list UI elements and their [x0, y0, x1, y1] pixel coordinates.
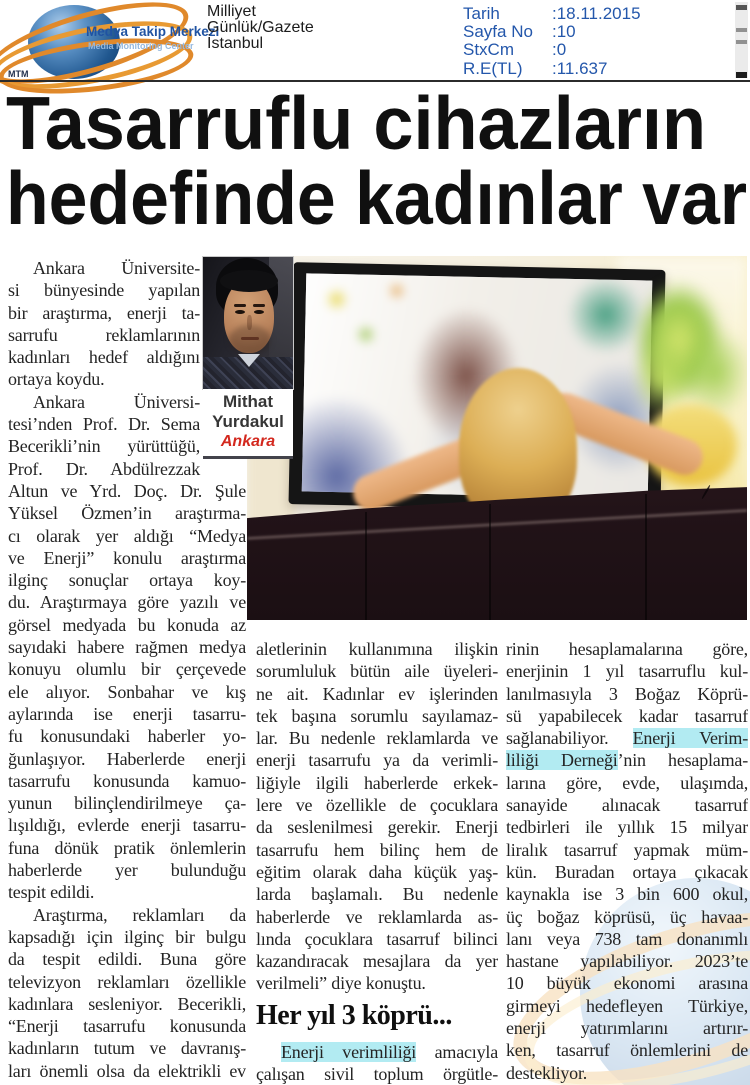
page-thumbnail — [735, 2, 748, 78]
thumb-mark — [736, 5, 747, 10]
source-name: Milliyet — [207, 3, 256, 20]
article-line: lere ve özellikle de çocuklara — [256, 795, 498, 816]
reporter-last-name: Yurdakul — [212, 412, 284, 431]
article-line: yunun bilinçlendirilmeye ça- — [8, 793, 246, 814]
article-line: eğitim olarak daha küçük yaş- — [256, 861, 498, 882]
article-line: da seslenilmesi gerekir. Enerji — [256, 817, 498, 838]
article-line: ele alıyor. Sonbahar ve kış — [8, 681, 246, 702]
article-line: lışıldığı, evlerde enerji tasarru- — [8, 815, 246, 836]
article-line: televizyon reklamları özellikle — [8, 971, 246, 992]
article-column-3 — [506, 638, 748, 1085]
article-line: da tespit edildi. Buna göre — [8, 949, 246, 970]
article-line: 10 büyük ekonomi arasına — [506, 973, 748, 994]
article-line: liğiyle ilgili haberlerde erkek- — [256, 772, 498, 793]
source-info — [207, 4, 314, 51]
headline-line2: hedefinde kadınlar var — [6, 156, 747, 240]
article-line: enerji yatırımlarını artırır- — [506, 1018, 748, 1039]
column-2-text-top — [256, 638, 498, 995]
article-line: enerji tasarrufu ya da verimli- — [256, 750, 498, 771]
article-line: kapsadığı için ilginç bir bulgu — [8, 926, 246, 947]
article-line: enerjinin 1 yıl tasarruflu kul- — [506, 661, 748, 682]
article-line: haberlerde ve reklamlarda as- — [256, 906, 498, 927]
article-line: haberlerde yer bulunduğu — [8, 860, 246, 881]
article-line: Ankara Üniversite- — [33, 258, 200, 278]
highlighted-text: Enerji verimliliği — [281, 1041, 417, 1062]
headline-line1: Tasarruflu cihazların — [6, 86, 706, 165]
article-line: Becerikli’nin yürüttüğü, — [8, 436, 200, 457]
article-line: lanı veya 738 tam donanımlı — [506, 928, 748, 949]
thumb-mark — [736, 28, 747, 32]
article-line: Altun ve Yrd. Doç. Dr. Şule — [8, 480, 246, 501]
highlighted-text: Enerji Verim- — [632, 728, 748, 749]
living-room-photo — [247, 256, 747, 620]
article-line: sarrufu reklamlarının — [8, 324, 200, 345]
article-line: “Enerji tasarrufu konusunda — [8, 1016, 246, 1037]
article-line: ilginç sonuçlar ortaya koy- — [8, 570, 246, 591]
mtm-acronym: MTM — [8, 69, 29, 79]
source-type: Günlük/Gazete — [207, 18, 314, 36]
article-line: Enerji verimliliği amacıyla — [281, 1041, 498, 1062]
article-line: sanayide alınacak tasarruf — [506, 795, 748, 816]
article-line: lanılmasıyla 3 Boğaz Köprü- — [506, 683, 748, 704]
article-line: kazandıracak mesajlara da yer — [256, 951, 498, 972]
article-line: ortaya koydu. — [8, 369, 105, 390]
article-line: girmeyi hedefleyen Türkiye, — [506, 995, 748, 1016]
article-line: lında çocuklara tasarruf bilinci — [256, 928, 498, 949]
article-line: fu konusundaki haberler yo- — [8, 726, 246, 747]
headline — [0, 86, 750, 246]
subheadline: Her yıl 3 köprü... — [256, 999, 452, 1031]
mtm-header — [0, 0, 750, 80]
byline-location: Ankara — [220, 433, 276, 450]
article-line: larda başlamalı. Bu nedenle — [256, 884, 498, 905]
article-line: Yüksel Özmen’in araştırma- — [8, 503, 246, 524]
article-line: tasarrufu konusunda kamuo- — [8, 770, 246, 791]
header-divider — [0, 80, 750, 82]
logo-title: Medya Takip Merkezi — [86, 24, 220, 39]
article-line: Prof. Dr. Abdülrezzak — [8, 458, 200, 479]
article-line: rinin hesaplamalarına göre, — [506, 639, 748, 659]
highlighted-text: liliği Derneği — [506, 750, 618, 771]
article-line: görsel medyada bu konuda az — [8, 614, 246, 635]
article-line: üç boğaz köprüsü, üç havaa- — [506, 906, 748, 927]
clipping-meta — [463, 5, 641, 78]
logo-subtitle: Media Monitoring Center — [88, 41, 194, 51]
article-line: ları önemli olsa da elektrikli ev — [8, 1060, 246, 1081]
article-line: tespit edildi. — [8, 882, 95, 903]
article-line: tek başına sorumlu sayılamaz- — [256, 705, 498, 726]
article-line: Araştırma, reklamları da — [33, 904, 246, 925]
article-line: liralık tasarruf yapmak müm- — [506, 839, 748, 860]
article-line: tasarrufu hem bilinç hem de — [256, 839, 498, 860]
source-city: İstanbul — [207, 34, 264, 52]
article-line: sü yapabilecek kadar tasarruf — [506, 705, 748, 726]
couch-seam — [645, 494, 647, 620]
article-line: lar. Bu nedenle reklamlarda ve — [256, 728, 498, 749]
article-line: sayıdaki habere rağmen medya — [8, 637, 246, 658]
article-line: aylarında ise enerji tasarru- — [8, 703, 246, 724]
article-line: tedbirleri ile yıllık 15 milyar — [506, 817, 748, 838]
article-column-1 — [8, 257, 246, 1085]
meta-row-date: Tarih :18.11.2015 — [463, 4, 641, 23]
article-line: du. Araştırmaya göre yazılı ve — [8, 592, 246, 613]
article-line: liliği Derneği’nin hesaplama- — [506, 750, 748, 771]
thumb-mark — [736, 72, 747, 78]
article-line: ğunlaşıyor. Haberlerde enerji — [8, 748, 246, 769]
article-line: tesi’nden Prof. Dr. Sema — [8, 414, 200, 435]
meta-row-retl: R.E(TL) :11.637 — [463, 58, 608, 78]
article-line: larına göre, evde, ulaşımda, — [506, 772, 748, 793]
article-line: hastane yapılabiliyor. 2023’te — [506, 951, 748, 972]
article-line: ne ait. Kadınlar ev işlerinden — [256, 683, 498, 704]
article-line: sağlanabiliyor. Enerji Verim- — [506, 728, 748, 749]
article-line: çalışan sivil toplum örgütle- — [256, 1064, 498, 1085]
article-line: ken, tasarruf önlemlerini de — [506, 1040, 748, 1061]
couch-seam — [489, 504, 491, 620]
reporter-first-name: Mithat — [222, 392, 274, 411]
article-line: kadınlara sesleniyor. Becerikli, — [8, 993, 246, 1014]
article-line: cı olarak yer aldığı “Medya — [8, 525, 246, 546]
article-line: verilmeli” diye konuştu. — [256, 973, 426, 994]
article-line: konuyu olumlu bir çerçevede — [8, 659, 246, 680]
article-column-2 — [256, 638, 498, 1085]
article-line: aletlerinin kullanımına ilişkin — [256, 639, 498, 659]
meta-row-stxcm: StxCm :0 — [463, 40, 567, 60]
couch-seam — [365, 512, 367, 620]
article-line: si bünyesinde yapılan — [8, 280, 200, 301]
article-line: funa dönük pratik önlemlerin — [8, 837, 246, 858]
meta-row-page: Sayfa No :10 — [463, 22, 576, 42]
article-line: bir araştırma, enerji ta- — [8, 302, 200, 323]
article-line: kaynakla ise 3 bin 600 okul, — [506, 884, 748, 905]
article-line: destekliyor. — [506, 1062, 588, 1083]
article-line: sorumluluk bütün aile üyeleri- — [256, 661, 498, 682]
column-2-text-bottom — [256, 1041, 498, 1085]
article-line: kadınların tutum ve davranış- — [8, 1038, 246, 1059]
article-line: kün. Buradan ortaya çıkacak — [506, 861, 748, 882]
article-line: ve Enerji” konulu araştırma — [8, 547, 246, 568]
article-line: kadınları hedef aldığını — [8, 347, 200, 368]
article-line: Ankara Üniversi- — [33, 391, 200, 412]
thumb-mark — [736, 40, 747, 44]
